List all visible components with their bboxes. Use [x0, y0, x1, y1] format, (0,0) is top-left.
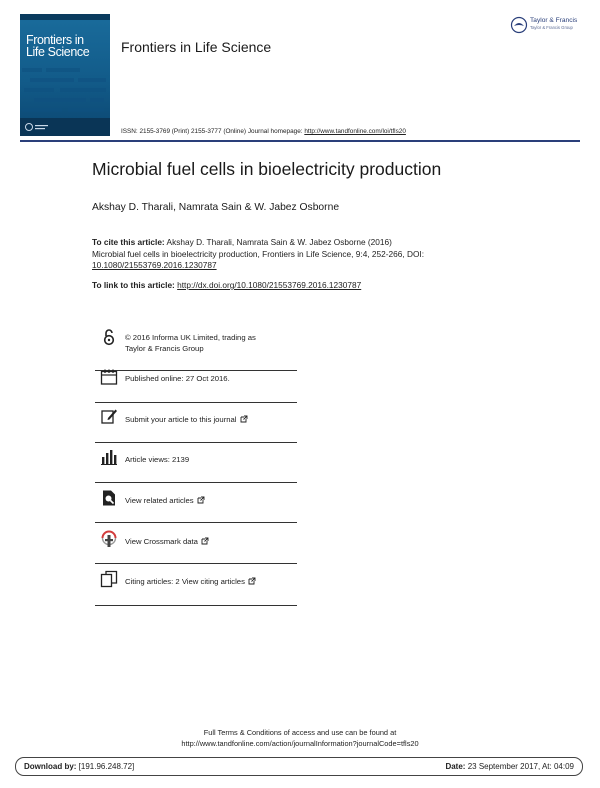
download-date-label: Date: [445, 762, 466, 771]
citation-text: Akshay D. Tharali, Namrata Sain & W. Jabez Osborne (2016) [164, 237, 392, 247]
journal-homepage-link[interactable]: http://www.tandfonline.com/loi/tfls20 [304, 128, 406, 135]
calendar-icon [100, 368, 118, 386]
citing-articles-link[interactable] [125, 576, 256, 587]
download-info-bar [15, 757, 583, 776]
downloaded-by-label: Download by: [24, 762, 77, 771]
cover-title-line: Frontiers in [26, 33, 84, 47]
info-divider [95, 563, 297, 564]
citation-label: To cite this article: [92, 237, 165, 247]
citation-doi-link[interactable]: 10.1080/21553769.2016.1230787 [92, 260, 217, 270]
copyright-item [125, 332, 256, 354]
info-divider [95, 402, 297, 403]
citation-line: Microbial fuel cells in bioelectricity production, Frontiers in Life Science, 9:4, 252-266, DOI: [92, 248, 425, 259]
cover-pattern [20, 64, 110, 118]
downloaded-by [24, 762, 134, 771]
copyright-line: © 2016 Informa UK Limited, trading as [125, 333, 256, 342]
related-articles-label: View related articles [125, 496, 194, 505]
crossmark-label: View Crossmark data [125, 537, 198, 546]
external-link-icon [197, 496, 205, 504]
cover-footer-band [20, 118, 110, 136]
terms-url[interactable]: http://www.tandfonline.com/action/journalInformation?journalCode=tfls20 [181, 738, 419, 748]
article-authors: Akshay D. Tharali, Namrata Sain & W. Jabez Osborne [92, 202, 340, 213]
cover-publisher-mark [24, 122, 50, 132]
external-link-icon [248, 577, 256, 585]
citation-block [92, 237, 492, 272]
article-link-line [92, 280, 361, 290]
downloaded-by-value: [191.96.248.72] [76, 762, 135, 771]
publisher-logo-text [530, 17, 577, 31]
info-divider [95, 605, 297, 606]
info-divider [95, 442, 297, 443]
issn-text: ISSN: 2155-3769 (Print) 2155-3777 (Online) Journal homepage: [121, 128, 305, 135]
citation-line [92, 237, 492, 249]
related-articles-icon[interactable] [100, 489, 118, 507]
terms-line: Full Terms & Conditions of access and use can be found at [203, 728, 397, 737]
cover-title-line: Life Science [26, 45, 90, 59]
citation-line [92, 260, 492, 272]
header-divider [20, 140, 580, 142]
related-articles-link[interactable] [125, 495, 205, 506]
issn-line [121, 128, 406, 135]
info-divider [95, 482, 297, 483]
external-link-icon [240, 415, 248, 423]
journal-cover [20, 14, 110, 136]
article-title: Microbial fuel cells in bioelectricity production [92, 159, 442, 179]
open-access-icon [100, 328, 118, 346]
article-views-item: Article views: 2139 [125, 455, 190, 464]
cover-stripe [20, 14, 110, 20]
download-date-value: 23 September 2017, At: 04:09 [465, 762, 574, 771]
journal-title: Frontiers in Life Science [121, 39, 272, 55]
info-divider [95, 522, 297, 523]
bar-chart-icon [100, 448, 118, 466]
crossmark-link[interactable] [125, 536, 209, 547]
copyright-line: Taylor & Francis Group [125, 344, 204, 353]
download-date [445, 762, 574, 771]
crossmark-icon[interactable] [100, 530, 118, 548]
published-online-item: Published online: 27 Oct 2016. [125, 374, 230, 383]
external-link-icon [201, 537, 209, 545]
citing-articles-label: Citing articles: 2 View citing articles [125, 577, 245, 586]
publisher-tagline: Taylor & Francis Group [530, 25, 573, 30]
cover-title [26, 34, 106, 58]
submit-icon[interactable] [100, 407, 118, 425]
citing-articles-icon[interactable] [100, 570, 118, 588]
submit-article-label: Submit your article to this journal [125, 415, 237, 424]
publisher-name: Taylor & Francis [530, 17, 578, 24]
article-doi-link[interactable]: http://dx.doi.org/10.1080/21553769.2016.1230787 [177, 280, 362, 290]
info-divider [95, 370, 297, 371]
terms-notice [0, 728, 600, 749]
article-link-label: To link to this article: [92, 280, 178, 290]
submit-article-link[interactable] [125, 414, 248, 425]
